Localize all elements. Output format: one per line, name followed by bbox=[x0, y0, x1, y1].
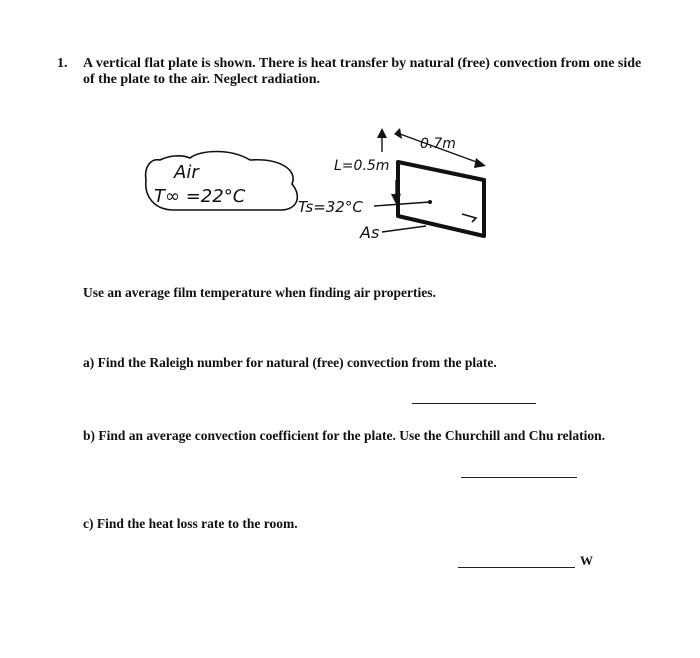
question-intro: A vertical flat plate is shown. There is heat transfer by natural (free) convection from one side of the plate to the air. Neglect radiation. bbox=[83, 56, 642, 87]
ts-leader-line bbox=[374, 202, 430, 206]
question-number: 1. bbox=[57, 56, 68, 71]
part-c-unit: W bbox=[580, 553, 593, 568]
plate-mark bbox=[462, 214, 476, 222]
air-label: Air bbox=[174, 162, 199, 183]
length-label: L=0.5m bbox=[334, 158, 390, 174]
width-label: 0.7m bbox=[420, 136, 456, 152]
part-b-text: b) Find an average convection coefficient for the plate. Use the Churchill and Chu relation. bbox=[83, 428, 605, 443]
width-arrow-head-right bbox=[474, 158, 486, 168]
as-leader-line bbox=[382, 226, 426, 232]
part-b-answer-line[interactable] bbox=[461, 477, 577, 478]
part-a-answer-line[interactable] bbox=[412, 403, 536, 404]
surface-temp-label: Ts=32°C bbox=[298, 198, 363, 216]
instruction-text: Use an average film temperature when finding air properties. bbox=[83, 285, 436, 300]
plate-diagram bbox=[130, 118, 510, 248]
surface-area-label: As bbox=[360, 223, 380, 242]
part-c-answer-line[interactable] bbox=[458, 567, 575, 568]
width-arrow-head-left bbox=[394, 128, 402, 139]
part-c-text: c) Find the heat loss rate to the room. bbox=[83, 516, 298, 531]
length-arrow-up-head bbox=[377, 128, 387, 138]
flat-plate bbox=[398, 162, 484, 236]
part-a-text: a) Find the Raleigh number for natural (free) convection from the plate. bbox=[83, 355, 497, 370]
t-infinity-label: T∞ =22°C bbox=[154, 186, 246, 207]
